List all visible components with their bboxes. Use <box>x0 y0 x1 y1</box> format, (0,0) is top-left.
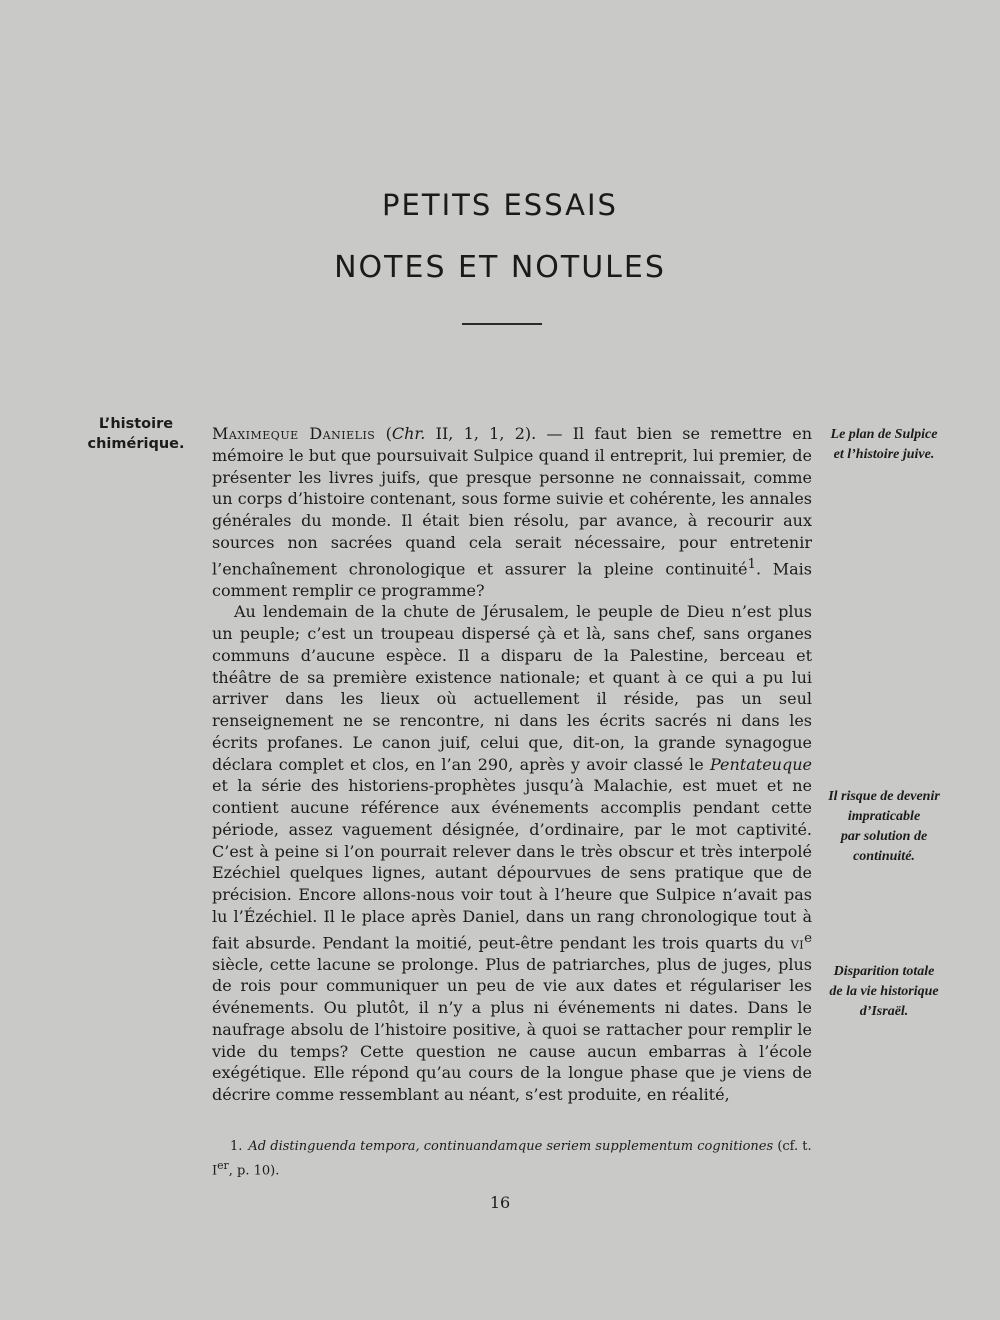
side-note-line: impraticable <box>847 809 921 824</box>
title-divider <box>462 323 542 325</box>
side-note-disappearance <box>818 962 950 1022</box>
paragraph: Maximeque Danielis (Chr. II, 1, 1, 2). — Il faut bien se remettre en mémoire le but que poursuivait Sulpice quand il entreprit, lui premier, de présenter les livres juifs, que presque personne ne connaissait, comme un corps d’histoire contenant, sous forme suivie et cohérente, les annales générales du monde. Il était bien résolu, par avance, à recourir aux sources non sacrées quand cela serait nécessaire, pour entretenir l’enchaînement chronologique et assurer la pleine continuité$^1$. Mais comment remplir ce programme? <box>212 424 813 600</box>
side-note-sulpice-plan <box>818 425 950 465</box>
footnote-number: 1. <box>230 1139 243 1154</box>
main-text <box>212 423 812 1106</box>
left-margin-heading-line: chimérique. <box>87 436 185 452</box>
side-note-line: Le plan de Sulpice <box>830 427 938 442</box>
side-note-line: d’Israël. <box>859 1004 909 1019</box>
side-note-line: et l’histoire juive. <box>833 447 935 462</box>
side-note-line: Disparition totale <box>833 964 935 979</box>
side-note-line: de la vie historique <box>829 984 939 999</box>
side-note-line: Il risque de devenir <box>828 789 940 804</box>
paragraph-text: II, 1, 1, 2). — Il faut bien se remettre en mémoire le but que poursuivait Sulpice quand il entreprit, lui premier, de présenter les livres juifs, que presque personne ne connaissait, comme un corps d’histoire contenant, sous forme suivie et cohérente, les annales générales du monde. Il était bien résolu, par avance, à recourir aux sources non sacrées quand cela serait nécessaire, pour entretenir l’enchaînement chronologique et assurer la pleine continuité <box>212 424 812 578</box>
lead-words: Maximeque Danielis <box>212 424 376 443</box>
side-note-line: par solution de <box>840 829 928 844</box>
side-note-impracticable <box>818 787 950 867</box>
footnote <box>212 1137 812 1180</box>
footnote-italic-text: Ad distinguenda tempora, continuandamque seriem supplementum cognitiones <box>248 1139 774 1154</box>
left-margin-heading-line: L’histoire <box>98 416 174 432</box>
left-margin-heading <box>74 414 198 454</box>
paragraph-text: Au lendemain de la chute de Jérusalem, le peuple de Dieu n’est plus un peuple; c’est un troupeau dispersé çà et là, sans chef, sans organes communs d’aucune espèce. Il a disparu de la Palestine, berceau et théâtre de sa première existence nationale; et quant à ce qui a pu lui arriver dans les lieux où actuellement il réside, pas un seul renseignement ne se rencontre, ni dans les écrits sacrés ni dans les écrits profanes. Le canon juif, celui que, dit-on, la grande synagogue déclara complet et clos, en l’an 290, après y avoir classé le <box>212 602 812 774</box>
footnote-text: (cf. t. I <box>212 1139 812 1179</box>
paragraph <box>212 601 812 1106</box>
footnote-marker: 1 <box>747 556 756 572</box>
side-note-line: continuité. <box>853 849 915 864</box>
paragraph-text: et la série des historiens-prophètes jusqu’à Malachie, est muet et ne contient aucune référence aux événements accomplis pendant cette période, assez vaguement désignée, d’ordinaire, par le mot captivité. C’est à peine si l’on pourrait relever dans le très obscur et très interpolé Ezéchiel quelques lignes, autant dépourvues de sens pratique que de précision. Encore allons-nous voir tout à l’heure que Sulpice n’avait pas lu l’Ézéchiel. Il le place après Daniel, dans un rang chronologique tout à fait absurde. Pendant la moitié, peut-être pendant les trois quarts du <box>212 776 812 952</box>
reference-abbrev: Chr. <box>391 424 426 443</box>
footnote-superscript: er <box>217 1159 229 1172</box>
century-numeral: vi <box>790 932 805 952</box>
paragraph-text: . Mais comment remplir ce programme? <box>212 558 813 600</box>
page-subtitle: NOTES ET NOTULES <box>334 250 666 285</box>
page-title: PETITS ESSAIS <box>382 188 618 222</box>
page-number: 16 <box>489 1193 511 1212</box>
footnote-text: , p. 10). <box>228 1163 280 1179</box>
century-suffix: e <box>804 930 812 946</box>
paragraph-text: siècle, cette lacune se prolonge. Plus de patriarches, plus de juges, plus de rois pour communiquer un peu de vie aux dates et régulariser les événements. Ou plutôt, il n’y a plus ni événements ni dates. Dans le naufrage absolu de l’histoire positive, à quoi se rattacher pour remplir le vide du temps? Cette question ne cause aucun embarras à l’école exégétique. Elle répond qu’au cours de la longue phase que je viens de décrire comme ressemblant au néant, s’est produite, en réalité, <box>212 954 812 1105</box>
italic-title: Pentateuque <box>709 754 812 774</box>
